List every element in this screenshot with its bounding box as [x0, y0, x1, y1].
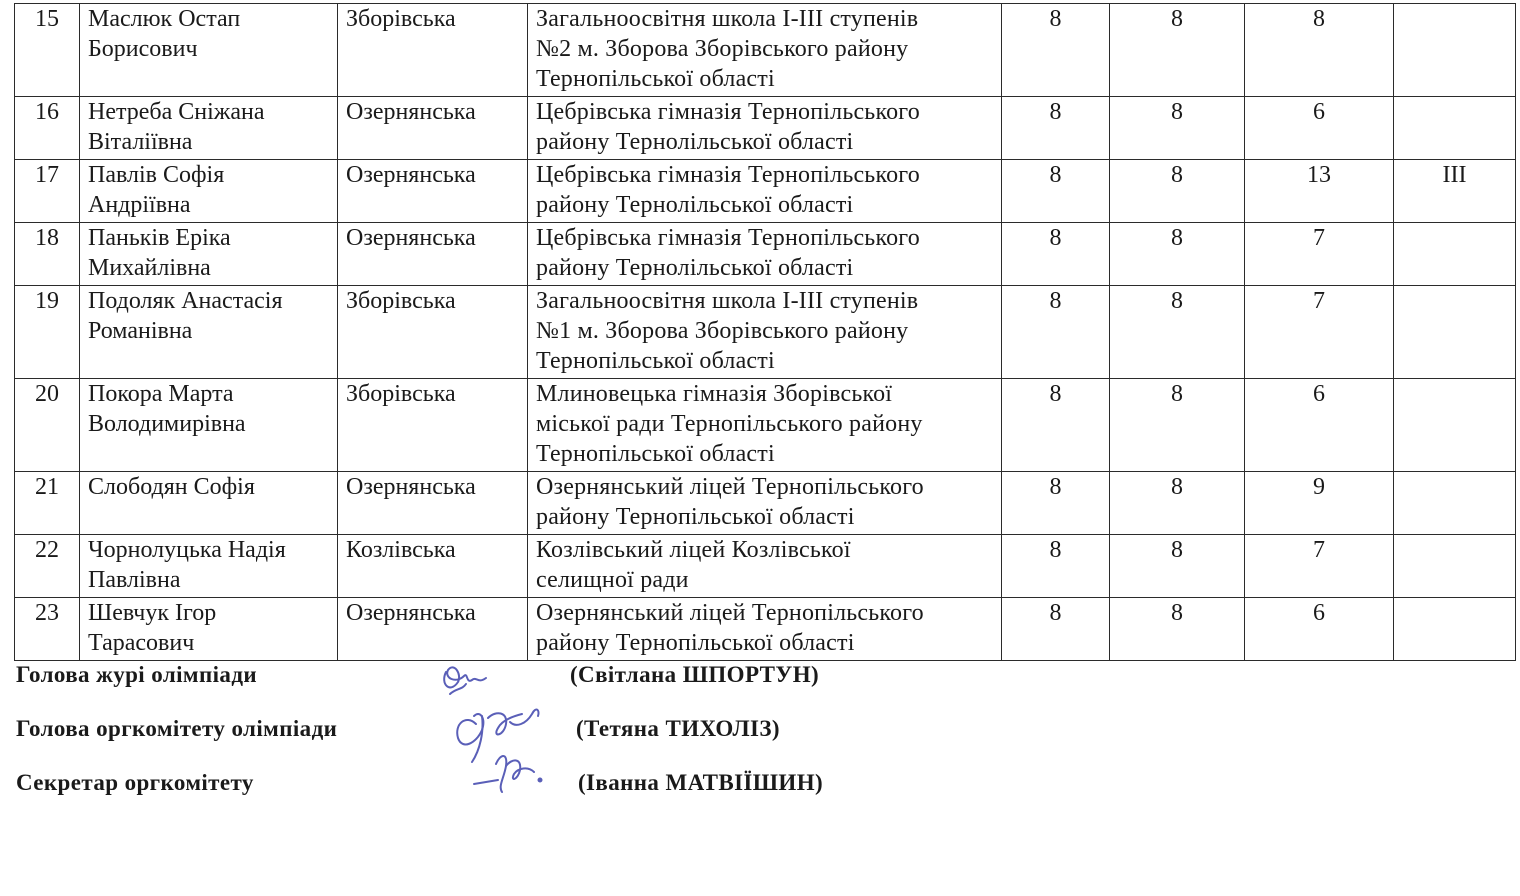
signature-role: Секретар оргкомітету [16, 770, 254, 795]
cell-line: Цебрівська гімназія Тернопільського [536, 225, 920, 251]
cell-line: Романівна [88, 318, 193, 344]
table-row [15, 286, 1516, 379]
school-cell [528, 472, 1002, 535]
place-cell [1394, 97, 1516, 160]
class-cell [1002, 160, 1110, 223]
participant-name-cell [80, 97, 338, 160]
school-cell [528, 379, 1002, 472]
class-cell [1002, 4, 1110, 97]
cell-value: 8 [1171, 162, 1183, 188]
table-row [15, 160, 1516, 223]
score-cell [1245, 535, 1394, 598]
school-cell [528, 535, 1002, 598]
participant-name-cell [80, 379, 338, 472]
row-number-cell [15, 286, 80, 379]
grade-cell [1110, 472, 1245, 535]
place-cell [1394, 286, 1516, 379]
territory-cell [338, 472, 528, 535]
score-cell [1245, 160, 1394, 223]
place-cell [1394, 4, 1516, 97]
cell-line: Тернопільської області [536, 66, 775, 92]
cell-line: району Тернопільської області [536, 504, 855, 530]
score-cell [1245, 598, 1394, 661]
table-row [15, 535, 1516, 598]
cell-value: 8 [1171, 600, 1183, 626]
school-cell [528, 97, 1002, 160]
signature-block [16, 662, 1016, 822]
class-cell [1002, 97, 1110, 160]
cell-value: 8 [1049, 6, 1062, 32]
row-number-cell [15, 472, 80, 535]
cell-value: Озернянська [346, 162, 476, 188]
cell-line: Шевчук Ігор [88, 600, 217, 626]
place-cell [1394, 598, 1516, 661]
participant-name-cell [80, 160, 338, 223]
grade-cell [1110, 535, 1245, 598]
cell-value: 8 [1049, 162, 1062, 188]
cell-line: №1 м. Зборова Зборівського району [536, 318, 909, 344]
signature-strokes [444, 667, 541, 792]
territory-cell [338, 160, 528, 223]
class-cell [1002, 286, 1110, 379]
cell-value: Озернянська [346, 600, 476, 626]
class-cell [1002, 379, 1110, 472]
grade-cell [1110, 598, 1245, 661]
school-cell [528, 286, 1002, 379]
cell-line: Павлів Софія [88, 162, 225, 188]
row-number-cell [15, 97, 80, 160]
cell-line: Паньків Еріка [88, 225, 231, 251]
cell-line: Володимирівна [88, 411, 246, 437]
table-row [15, 598, 1516, 661]
cell-value: 18 [35, 225, 59, 251]
cell-value: 22 [35, 537, 59, 563]
cell-value: 6 [1313, 381, 1325, 407]
cell-value: 7 [1313, 288, 1325, 314]
cell-line: району Тернопільської області [536, 630, 855, 656]
cell-value: 8 [1171, 6, 1183, 32]
cell-value: 8 [1049, 225, 1062, 251]
cell-value: 8 [1049, 288, 1062, 314]
cell-value: Козлівська [346, 537, 456, 563]
score-cell [1245, 472, 1394, 535]
school-cell [528, 160, 1002, 223]
cell-line: Загальноосвітня школа І-ІІІ ступенів [536, 288, 919, 314]
cell-value: 8 [1049, 600, 1062, 626]
cell-line: Нетреба Сніжана [88, 99, 265, 125]
territory-cell [338, 535, 528, 598]
cell-line: Загальноосвітня школа І-ІІІ ступенів [536, 6, 919, 32]
class-cell [1002, 598, 1110, 661]
score-cell [1245, 379, 1394, 472]
grade-cell [1110, 160, 1245, 223]
territory-cell [338, 97, 528, 160]
cell-value: ІІІ [1442, 162, 1467, 188]
cell-line: Маслюк Остап [88, 6, 241, 32]
row-number-cell [15, 223, 80, 286]
signature-name: (Світлана ШПОРТУН) [570, 662, 820, 687]
score-cell [1245, 223, 1394, 286]
cell-value: Зборівська [346, 381, 456, 407]
cell-value: 23 [35, 600, 59, 626]
handwritten-signatures-image [436, 654, 566, 804]
cell-line: району Тернолільської області [536, 192, 854, 218]
cell-line: №2 м. Зборова Зборівського району [536, 36, 909, 62]
row-number-cell [15, 160, 80, 223]
place-cell [1394, 160, 1516, 223]
cell-value: 15 [35, 6, 59, 32]
cell-value: Зборівська [346, 288, 456, 314]
cell-line: Тернопільської області [536, 441, 775, 467]
cell-value: 8 [1049, 99, 1062, 125]
cell-line: Козлівський ліцей Козлівської [536, 537, 851, 563]
table-row [15, 379, 1516, 472]
score-cell [1245, 4, 1394, 97]
cell-value: 8 [1049, 537, 1062, 563]
cell-line: Млиновецька гімназія Зборівської [536, 381, 893, 407]
grade-cell [1110, 286, 1245, 379]
cell-value: 19 [35, 288, 59, 314]
cell-line: Тарасович [88, 630, 195, 656]
signature-name: (Тетяна ТИХОЛІЗ) [576, 716, 780, 741]
table-row [15, 472, 1516, 535]
grade-cell [1110, 223, 1245, 286]
class-cell [1002, 223, 1110, 286]
cell-line: Віталіївна [88, 129, 193, 155]
cell-line: Покора Марта [88, 381, 234, 407]
participant-name-cell [80, 598, 338, 661]
cell-value: 20 [35, 381, 59, 407]
grade-cell [1110, 379, 1245, 472]
cell-value: 13 [1307, 162, 1331, 188]
cell-line: Озернянський ліцей Тернопільського [536, 600, 924, 626]
cell-line: міської ради Тернопільського району [536, 411, 923, 437]
row-number-cell [15, 4, 80, 97]
place-cell [1394, 379, 1516, 472]
cell-value: 6 [1313, 99, 1325, 125]
school-cell [528, 223, 1002, 286]
cell-line: Чорнолуцька Надія [88, 537, 286, 563]
cell-value: Озернянська [346, 474, 476, 500]
cell-value: 8 [1049, 381, 1062, 407]
cell-value: 8 [1313, 6, 1325, 32]
participant-name-cell [80, 286, 338, 379]
cell-line: Павлівна [88, 567, 181, 593]
cell-value: 7 [1313, 537, 1325, 563]
signature-name: (Іванна МАТВІЇШИН) [578, 770, 824, 795]
cell-line: Андріївна [88, 192, 191, 218]
cell-value: 8 [1171, 225, 1183, 251]
signature-role: Голова журі олімпіади [16, 662, 258, 687]
place-cell [1394, 535, 1516, 598]
cell-value: 8 [1171, 537, 1183, 563]
cell-value: 6 [1313, 600, 1325, 626]
cell-value: 8 [1171, 474, 1183, 500]
cell-value: 8 [1171, 381, 1183, 407]
table-row [15, 223, 1516, 286]
cell-line: Озернянський ліцей Тернопільського [536, 474, 924, 500]
territory-cell [338, 379, 528, 472]
class-cell [1002, 535, 1110, 598]
grade-cell [1110, 97, 1245, 160]
cell-value: 17 [35, 162, 59, 188]
signature-role: Голова оргкомітету олімпіади [16, 716, 338, 741]
row-number-cell [15, 598, 80, 661]
cell-line: селищної ради [536, 567, 689, 593]
participant-name-cell [80, 535, 338, 598]
participant-name-cell [80, 4, 338, 97]
cell-line: Цебрівська гімназія Тернопільського [536, 162, 920, 188]
place-cell [1394, 223, 1516, 286]
cell-line: Цебрівська гімназія Тернопільського [536, 99, 920, 125]
school-cell [528, 598, 1002, 661]
cell-value: 7 [1313, 225, 1325, 251]
territory-cell [338, 598, 528, 661]
school-cell [528, 4, 1002, 97]
place-cell [1394, 472, 1516, 535]
cell-value: 8 [1171, 99, 1183, 125]
cell-value: Зборівська [346, 6, 456, 32]
cell-value: Озернянська [346, 225, 476, 251]
cell-line: Подоляк Анастасія [88, 288, 283, 314]
cell-line: району Тернолільської області [536, 129, 854, 155]
grade-cell [1110, 4, 1245, 97]
cell-line: району Тернолільської області [536, 255, 854, 281]
territory-cell [338, 223, 528, 286]
cell-line: Тернопільської області [536, 348, 775, 374]
territory-cell [338, 4, 528, 97]
row-number-cell [15, 535, 80, 598]
territory-cell [338, 286, 528, 379]
cell-value: 8 [1049, 474, 1062, 500]
cell-line: Михайлівна [88, 255, 211, 281]
table-row [15, 4, 1516, 97]
class-cell [1002, 472, 1110, 535]
cell-value: 16 [35, 99, 59, 125]
participant-name-cell [80, 223, 338, 286]
score-cell [1245, 286, 1394, 379]
cell-value: Озернянська [346, 99, 476, 125]
cell-value: 8 [1171, 288, 1183, 314]
table-row [15, 97, 1516, 160]
score-cell [1245, 97, 1394, 160]
row-number-cell [15, 379, 80, 472]
results-table [14, 3, 1516, 661]
cell-line: Борисович [88, 36, 198, 62]
cell-line: Слободян Софія [88, 474, 255, 500]
cell-value: 9 [1313, 474, 1325, 500]
participant-name-cell [80, 472, 338, 535]
cell-value: 21 [35, 474, 59, 500]
